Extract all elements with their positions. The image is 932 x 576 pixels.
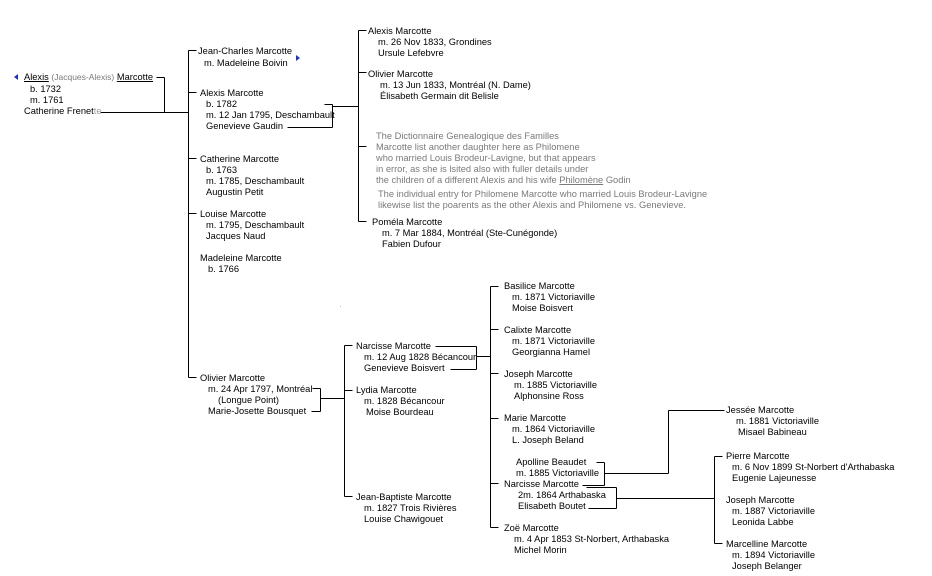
expand-arrow-icon[interactable] [296,55,300,61]
marriage-info: m. 1795, Deschambault [206,220,305,230]
marriage-info: m. 1887 Victoriaville [732,506,816,516]
marriage-info: m. 1881 Victoriaville [736,416,820,426]
spouse-name: Fabien Dufour [382,239,441,249]
root-surname[interactable]: Marcotte [116,72,153,82]
root-birth: b. 1732 [30,84,62,94]
person-name[interactable]: Calixte Marcotte [504,325,572,335]
person-name[interactable]: Pierre Marcotte [726,451,790,461]
marriage-info: m. 1871 Victoriaville [512,292,596,302]
person-name[interactable]: Joseph Marcotte [504,369,573,379]
root-marriage: m. 1761 [30,95,64,105]
spouse-name: Genevieve Gaudin [206,121,284,131]
marriage-info: m. 7 Mar 1884, Montréal (Ste-Cunégonde) [382,228,558,238]
person-name[interactable]: Catherine Marcotte [200,154,280,164]
marriage-info: m. 1885 Victoriaville [514,380,598,390]
note-text: the children of a different Alexis and his wife [376,175,560,185]
note-line: Marcotte list another daughter here as Philomene [376,142,580,152]
spouse-name: Jacques Naud [206,231,266,241]
birth-info: b. 1763 [206,165,238,175]
marriage-info: m. 1894 Victoriaville [732,550,816,560]
note-line: The individual entry for Philomene Marcotte who married Louis Brodeur-Lavigne [378,189,708,199]
marriage-info: m. 1828 Bécancour [364,396,445,406]
person-name[interactable]: Alexis Marcotte [368,26,432,36]
marriage-info: m. Madeleine Boivin [204,58,288,68]
person-name[interactable]: Marie Marcotte [504,413,566,423]
root-spouse [24,106,102,117]
marriage-info: m. 1864 Victoriaville [512,424,596,434]
marriage-info: 2m. 1864 Arthabaska [518,490,606,500]
philomene-link[interactable]: Philomène [559,175,604,185]
marriage-info: m. 6 Nov 1899 St-Norbert d'Arthabaska [732,462,895,472]
note-line: likewise list the poarents as the other Alexis and Philomene vs. Genevieve. [378,200,686,210]
marriage-info: m. 12 Aug 1828 Bécancour [364,352,477,362]
marriage-info: m. 1785, Deschambault [206,176,305,186]
spouse-name: L. Joseph Beland [512,435,584,445]
marriage-info: m. 26 Nov 1833, Grondines [378,37,492,47]
marriage-place: (Longue Point) [218,395,279,405]
marriage-info: m. 1871 Victoriaville [512,336,596,346]
note-line: in error, as she is lsited also with fuller details under [376,164,589,174]
person-name[interactable]: Narcisse Marcotte [356,341,431,351]
back-arrow-icon[interactable] [14,74,18,80]
person-name[interactable]: Olivier Marcotte [368,69,434,79]
spouse-name: Louise Chawigouet [364,514,444,524]
spouse-name: Georgianna Hamel [512,347,591,357]
person-name[interactable]: Alexis Marcotte [200,88,264,98]
person-name[interactable]: Jean-Charles Marcotte [198,46,293,56]
root-person[interactable] [24,72,153,83]
note-line [376,175,631,186]
marriage-info: m. 12 Jan 1795, Deschambault [206,110,335,120]
spouse-name: Augustin Petit [206,187,264,197]
person-name[interactable]: Jean-Baptiste Marcotte [356,492,452,502]
note-line: who married Louis Brodeur-Lavigne, but that appears [376,153,596,163]
root-spouse-suffix: te [93,106,102,116]
birth-info: b. 1766 [208,264,240,274]
spouse-name: Ursule Lefebvre [378,48,444,58]
spouse-name: Eugenie Lajeunesse [732,473,817,483]
marriage-info: m. 1827 Trois Rivières [364,503,457,513]
root-spouse-name: Catherine Frenet [24,106,94,116]
person-name[interactable]: Marcelline Marcotte [726,539,808,549]
person-name[interactable]: Louise Marcotte [200,209,267,219]
person-name[interactable]: Basilice Marcotte [504,281,575,291]
spouse-name: Marie-Josette Bousquet [208,406,307,416]
spouse-name: Genevieve Boisvert [364,363,445,373]
root-given-name[interactable]: Alexis [24,72,49,82]
person-name[interactable]: Joseph Marcotte [726,495,795,505]
spouse-name: Élisabeth Germain dit Belisle [380,91,499,101]
person-name[interactable]: Narcisse Marcotte [504,479,579,489]
marriage-info: m. 24 Apr 1797, Montréal [208,384,313,394]
spouse-name: Elisabeth Boutet [518,501,586,511]
birth-info: b. 1782 [206,99,238,109]
marriage-info: m. 4 Apr 1853 St-Norbert, Arthabaska [514,534,670,544]
root-alt-name: (Jacques-Alexis) [51,72,115,82]
marriage-info: m. 13 Jun 1833, Montréal (N. Dame) [380,80,531,90]
spouse-name: Alphonsine Ross [514,391,584,401]
spouse-name: Joseph Belanger [732,561,802,571]
person-name[interactable]: Olivier Marcotte [200,373,266,383]
spouse-name: Moise Boisvert [512,303,573,313]
spouse-name: Misael Babineau [738,427,807,437]
person-name[interactable]: Madeleine Marcotte [200,253,282,263]
person-name[interactable]: Lydia Marcotte [356,385,417,395]
person-name[interactable]: Jessée Marcotte [726,405,795,415]
person-name[interactable]: Poméla Marcotte [372,217,443,227]
marriage-info: m. 1885 Victoriaville [516,468,600,478]
spouse-name: Moise Bourdeau [366,407,434,417]
person-name[interactable]: Apolline Beaudet [516,457,587,467]
stray-dot [340,306,341,307]
spouse-name: Michel Morin [514,545,567,555]
spouse-name: Leonida Labbe [732,517,794,527]
note-text: Godin [603,175,631,185]
person-name[interactable]: Zoë Marcotte [504,523,559,533]
note-line: The Dictionnaire Genealogique des Familles [376,131,559,141]
